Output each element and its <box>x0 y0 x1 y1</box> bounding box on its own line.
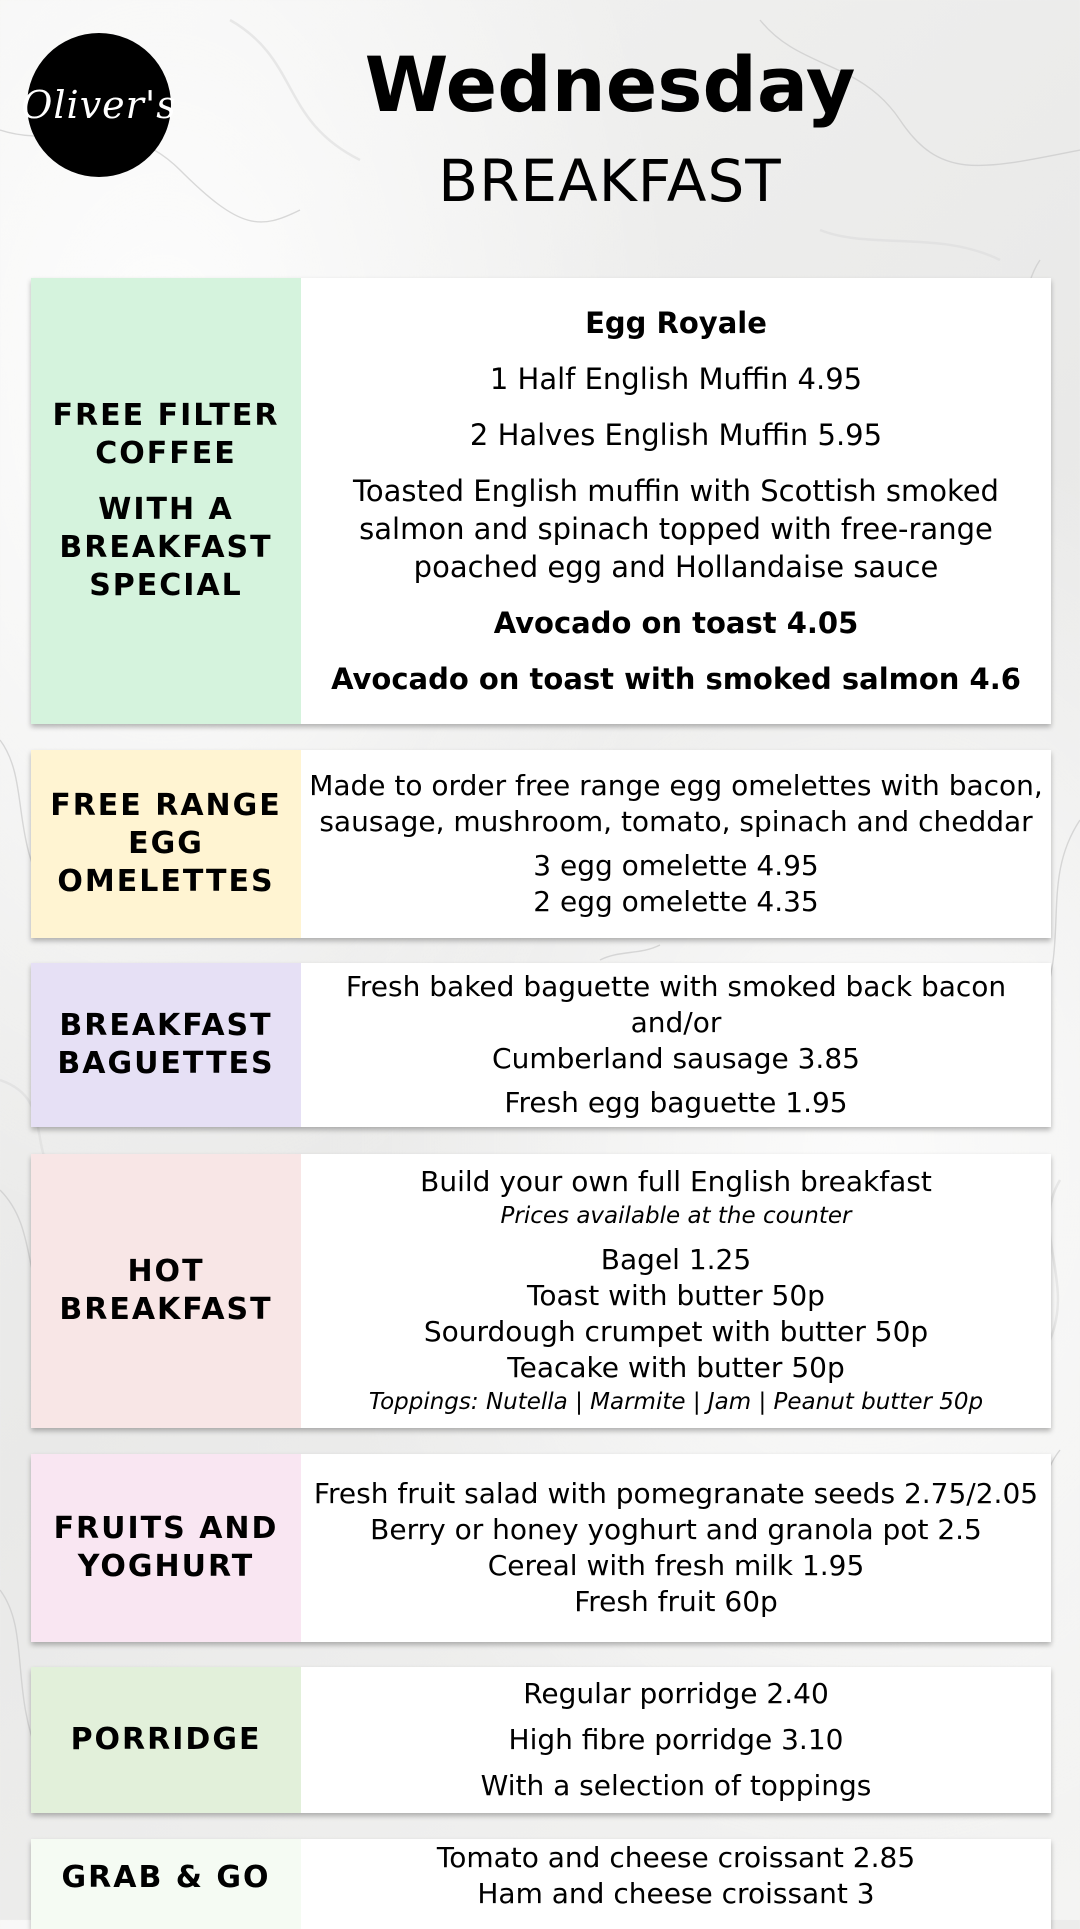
menu-section-porridge <box>31 1667 1051 1813</box>
menu-item-description: Made to order free range egg omelettes with bacon, <box>309 769 1043 802</box>
category-line: FREE FILTER <box>52 398 280 433</box>
menu-section-grab-go <box>31 1839 1051 1929</box>
menu-item: Fresh egg baguette 1.95 <box>504 1086 848 1119</box>
category-line: BREAKFAST <box>59 1292 273 1327</box>
menu-item: Teacake with butter 50p <box>507 1351 845 1384</box>
menu-section-breakfast-special <box>31 278 1051 724</box>
category-hot-breakfast <box>31 1154 301 1428</box>
category-line: GRAB & GO <box>61 1860 271 1895</box>
category-line: OMELETTES <box>57 864 275 899</box>
menu-item: 1 Half English Muffin 4.95 <box>489 362 863 396</box>
menu-item: Ham and cheese croissant 3 <box>477 1877 875 1910</box>
menu-item: Avocado on toast with smoked salmon 4.6 <box>331 662 1021 696</box>
category-line: PORRIDGE <box>70 1722 262 1757</box>
items-porridge <box>301 1667 1051 1813</box>
category-omelettes <box>31 750 301 938</box>
menu-item: With a selection of toppings <box>480 1769 872 1802</box>
menu-section-hot-breakfast <box>31 1154 1051 1428</box>
menu-section-baguettes <box>31 963 1051 1127</box>
category-line: WITH A <box>98 492 234 527</box>
category-grab-go <box>31 1839 301 1929</box>
menu-item: Berry or honey yoghurt and granola pot 2.5 <box>370 1513 982 1546</box>
menu-section-fruits-yoghurt <box>31 1454 1051 1642</box>
category-line: BAGUETTES <box>57 1046 275 1081</box>
menu-item-title: Egg Royale <box>585 306 767 340</box>
page-subtitle-meal: BREAKFAST <box>438 147 782 215</box>
category-line: BREAKFAST <box>59 530 273 565</box>
menu-item: 2 egg omelette 4.35 <box>533 885 819 918</box>
menu-item-description: Cumberland sausage 3.85 <box>492 1042 860 1075</box>
menu-item-description: salmon and spinach topped with free-range <box>359 512 993 546</box>
menu-toppings: Toppings: Nutella | Marmite | Jam | Peanut butter 50p <box>368 1389 984 1415</box>
logo-text: Oliver's <box>21 83 177 127</box>
menu-item: Sourdough crumpet with butter 50p <box>423 1315 929 1348</box>
category-line: SPECIAL <box>89 568 243 603</box>
menu-item-description: Toasted English muffin with Scottish smoked <box>353 474 999 508</box>
items-hot-breakfast <box>301 1154 1051 1428</box>
items-omelettes <box>301 750 1051 938</box>
menu-item: 2 Halves English Muffin 5.95 <box>469 418 883 452</box>
menu-item: Tomato and cheese croissant 2.85 <box>436 1841 916 1874</box>
category-line: YOGHURT <box>77 1549 255 1584</box>
menu-item: Cereal with fresh milk 1.95 <box>487 1549 865 1582</box>
category-line: FRUITS AND <box>53 1511 279 1546</box>
category-fruits-yoghurt <box>31 1454 301 1642</box>
menu-section-omelettes <box>31 750 1051 938</box>
menu-item-description: sausage, mushroom, tomato, spinach and cheddar <box>319 805 1033 838</box>
category-breakfast-special <box>31 278 301 724</box>
menu-item: Toast with butter 50p <box>527 1279 825 1312</box>
menu-item: 3 egg omelette 4.95 <box>533 849 819 882</box>
menu-item: Bagel 1.25 <box>600 1243 752 1276</box>
category-line: COFFEE <box>95 436 237 471</box>
menu-item: Fresh fruit salad with pomegranate seeds 2.75/2.05 <box>313 1477 1039 1510</box>
items-breakfast-special <box>301 278 1051 724</box>
items-grab-go <box>301 1839 1051 1929</box>
items-baguettes <box>301 963 1051 1127</box>
menu-item: High fibre porridge 3.10 <box>508 1723 844 1756</box>
menu-item-description: poached egg and Hollandaise sauce <box>413 550 939 584</box>
menu-item-title: Build your own full English breakfast <box>420 1165 932 1198</box>
category-porridge <box>31 1667 301 1813</box>
category-line: FREE RANGE <box>50 788 282 823</box>
menu-item: Avocado on toast 4.05 <box>493 606 859 640</box>
menu-item-description: Fresh baked baguette with smoked back bacon and/or <box>345 970 1007 1039</box>
category-line: BREAKFAST <box>59 1008 273 1043</box>
menu-item: Fresh fruit 60p <box>574 1585 778 1618</box>
category-line: EGG <box>128 826 204 861</box>
category-line: HOT <box>127 1254 205 1289</box>
items-fruits-yoghurt <box>301 1454 1051 1642</box>
category-baguettes <box>31 963 301 1127</box>
menu-item: Regular porridge 2.40 <box>523 1677 829 1710</box>
page-title-day: Wednesday <box>364 40 856 129</box>
menu-note: Prices available at the counter <box>500 1203 852 1229</box>
